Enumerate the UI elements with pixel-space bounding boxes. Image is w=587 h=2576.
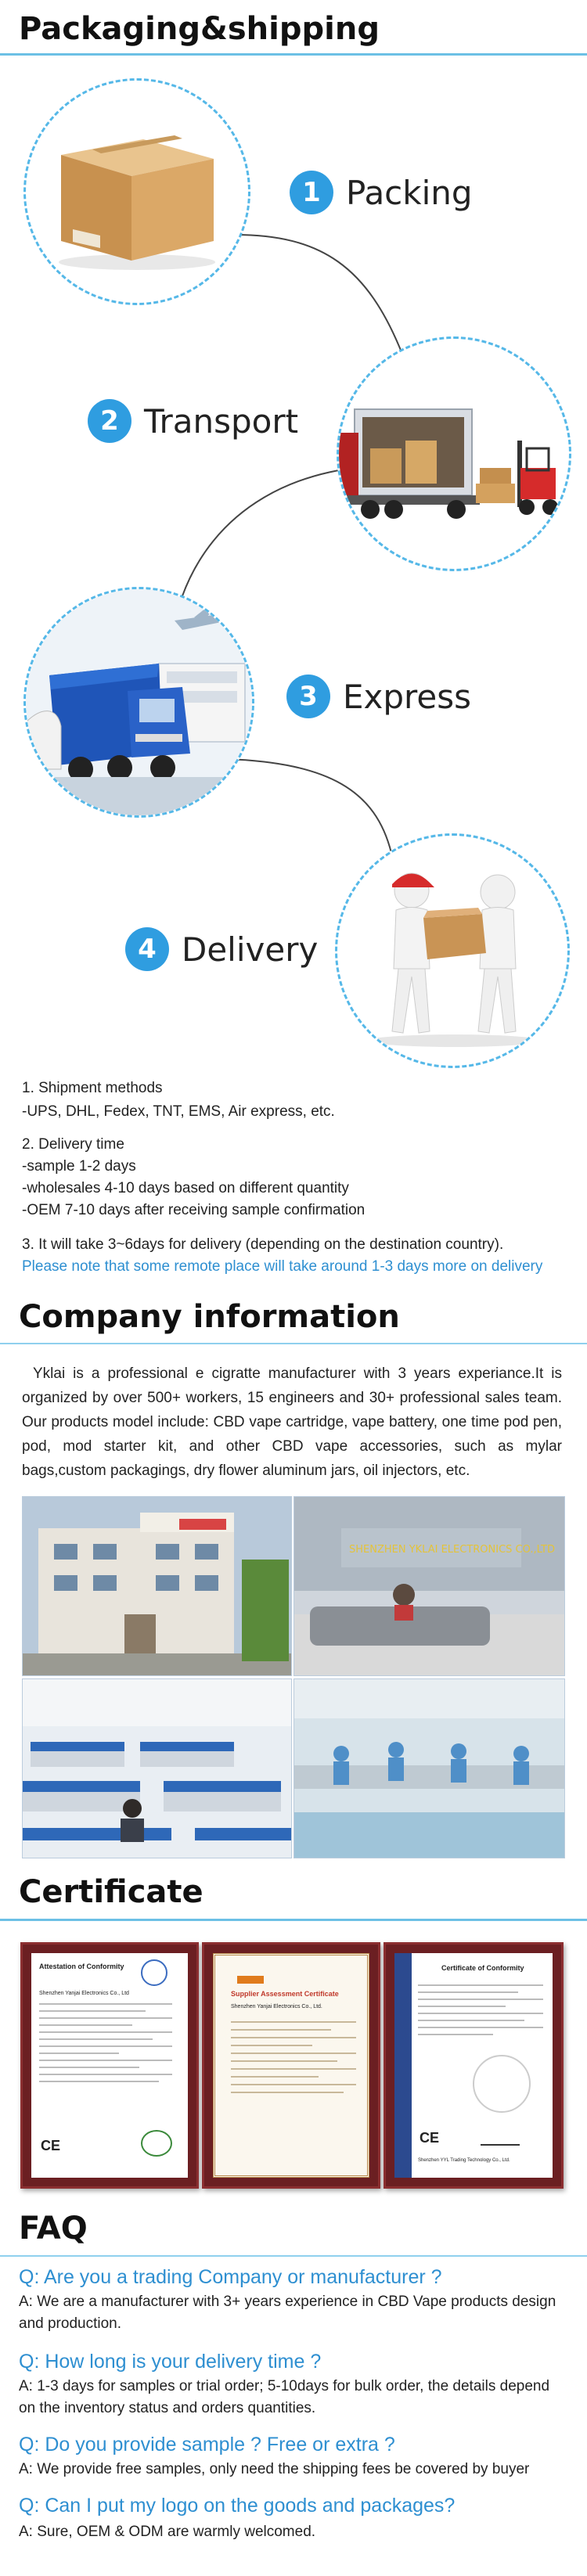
faq-question: Q: Can I put my logo on the goods and packages?: [19, 2495, 456, 2517]
cert-middle-company: Shenzhen Yanjai Electronics Co., Ltd.: [231, 2004, 322, 2009]
transit-note: 3. It will take 3~6days for delivery (depending on the destination country).: [22, 1236, 504, 1253]
step-delivery: [125, 927, 318, 971]
certificate-right: [384, 1942, 564, 2189]
factory-building-photo: [22, 1496, 292, 1676]
cert-left-seal-icon: [141, 1959, 167, 1986]
cert-right-watermark-icon: [473, 2055, 531, 2113]
cert-right-heading: Certificate of Conformity: [441, 1964, 524, 1972]
certificate-left: [20, 1942, 199, 2189]
cert-left-company: Shenzhen Yanjai Electronics Co., Ltd: [39, 1991, 129, 1996]
shipment-detail: -UPS, DHL, Fedex, TNT, EMS, Air express, etc.: [22, 1103, 335, 1120]
reception-photo: [294, 1496, 565, 1676]
cert-left-stamp-icon: [141, 2130, 172, 2157]
cert-right-lines: [418, 1984, 543, 2041]
step-number: 2: [88, 399, 131, 443]
cert-left-ce-mark: CE: [41, 2138, 61, 2153]
faq-title-underline: [0, 2255, 587, 2257]
remote-note: Please note that some remote place will take around 1-3 days more on delivery: [22, 1258, 543, 1275]
cert-left-lines: [39, 2003, 172, 2088]
certificate-title-underline: [0, 1919, 587, 1921]
delivery-men-icon: [337, 836, 567, 1066]
shipment-heading: 1. Shipment methods: [22, 1080, 163, 1096]
cert-right-company: Shenzhen YYL Trading Technology Co., Ltd.: [418, 2158, 510, 2163]
box-icon: [26, 81, 248, 303]
transport-image-circle: [337, 336, 571, 571]
cert-right-ce-mark: CE: [420, 2130, 440, 2146]
express-truck-plane-icon: [26, 589, 252, 815]
delivery-heading: 2. Delivery time: [22, 1136, 124, 1153]
certificate-middle: [202, 1942, 380, 2189]
step-label: Express: [343, 677, 472, 716]
company-description: Yklai is a professional e cigratte manufacturer with 3 years experiance.It is organized by over 500+ workers, 15 engineers and 30+ professional sales team. Our products model include: CBD vape cartridge, vape battery, one time pod pen, pod, mod starter kit, and other CBD vape accessories, such as mylar bags,custom packagings, dry flower aluminum jars, oil injectors, etc.: [22, 1365, 562, 1479]
cert-middle-lines: [231, 2021, 356, 2099]
packaging-title: Packaging&shipping: [19, 11, 380, 47]
step-packing: [290, 171, 473, 214]
cert-middle-heading: Supplier Assessment Certificate: [231, 1990, 339, 1998]
delivery-oem: -OEM 7-10 days after receiving sample confirmation: [22, 1202, 366, 1218]
reception-sign: SHENZHEN YKLAI ELECTRONICS CO.,LTD: [349, 1544, 556, 1556]
company-title: Company information: [19, 1299, 400, 1335]
company-title-underline: [0, 1343, 587, 1344]
faq-title: FAQ: [19, 2211, 88, 2247]
faq-question: Q: Do you provide sample ? Free or extra ?: [19, 2434, 395, 2455]
production-line-photo: [294, 1678, 565, 1858]
step-express: [286, 675, 471, 718]
express-image-circle: [23, 587, 254, 818]
cert-right-sidebar: [394, 1953, 412, 2178]
faq-answer: A: 1-3 days for samples or trial order; 5-10days for bulk order, the details depend on the inventory status and orders quantities.: [19, 2378, 550, 2416]
faq-answer: A: Sure, OEM & ODM are warmly welcomed.: [19, 2524, 316, 2540]
office-photo: [22, 1678, 292, 1858]
step-number: 1: [290, 171, 333, 214]
faq-question: Q: How long is your delivery time ?: [19, 2351, 322, 2373]
delivery-sample: -sample 1-2 days: [22, 1158, 136, 1175]
cert-left-heading: Attestation of Conformity: [39, 1963, 124, 1970]
cert-right-signature-icon: [481, 2130, 520, 2146]
faq-question: Q: Are you a trading Company or manufacturer ?: [19, 2266, 442, 2288]
faq-answer: A: We provide free samples, only need the shipping fees be covered by buyer: [19, 2461, 530, 2477]
step-transport: [88, 399, 298, 443]
delivery-wholesale: -wholesales 4-10 days based on different quantity: [22, 1180, 349, 1196]
step-label: Transport: [144, 401, 299, 441]
step-label: Packing: [346, 173, 473, 212]
step-number: 3: [286, 675, 330, 718]
cert-middle-logo-icon: [237, 1976, 264, 1984]
step-label: Delivery: [182, 930, 319, 969]
packing-image-circle: [23, 78, 250, 305]
faq-answer: A: We are a manufacturer with 3+ years experience in CBD Vape products design and production.: [19, 2294, 556, 2332]
step-number: 4: [125, 927, 169, 971]
certificate-title: Certificate: [19, 1874, 203, 1910]
delivery-image-circle: [335, 833, 570, 1068]
truck-forklift-icon: [339, 339, 569, 569]
